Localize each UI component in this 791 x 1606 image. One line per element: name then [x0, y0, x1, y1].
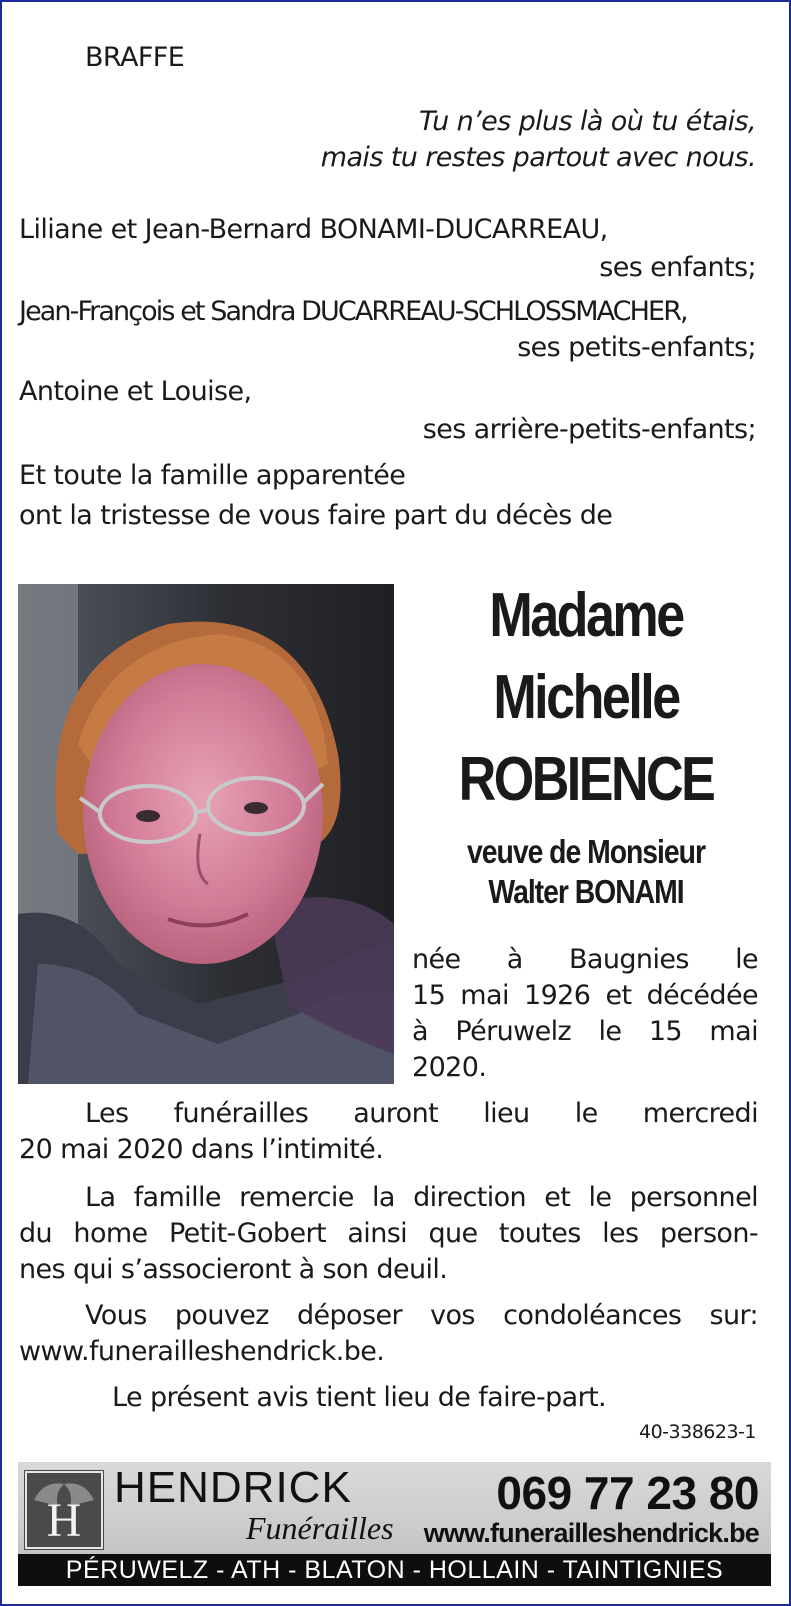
towns-bar: PÉRUWELZ - ATH - BLATON - HOLLAIN - TAINTIGNIES [18, 1554, 771, 1586]
brand-name: HENDRICK [114, 1463, 352, 1512]
birth-line-1: née à Baugnies le [412, 944, 758, 975]
funeral-line-1: Les funérailles auront lieu le mercredi [85, 1098, 758, 1129]
deceased-first-name: Michelle [493, 663, 679, 732]
banner-website[interactable]: www.funerailleshendrick.be [423, 1518, 759, 1548]
grandchildren-names: Jean-François et Sandra DUCARREAU-SCHLOSSMACHER, [19, 296, 687, 327]
hendrick-logo [24, 1470, 104, 1550]
quote-line-2: mais tu restes partout avec nous. [320, 142, 756, 173]
children-role: ses enfants; [599, 252, 756, 283]
birth-line-4: 2020. [412, 1052, 487, 1083]
great-grandchildren-role: ses arrière-petits-enfants; [422, 414, 756, 445]
portrait-illustration [18, 584, 394, 1084]
widow-line-2: Walter BONAMI [488, 873, 684, 910]
widow-line-1: veuve de Monsieur [467, 833, 705, 870]
location-heading: BRAFFE [85, 42, 185, 73]
deceased-title: Madame [489, 581, 683, 650]
logo-letter: H [46, 1494, 82, 1547]
phone-number[interactable]: 069 77 23 80 [496, 1467, 759, 1519]
extended-family: Et toute la famille apparentée [19, 460, 406, 491]
grandchildren-role: ses petits-enfants; [517, 332, 756, 363]
condolences-line-1: Vous pouvez déposer vos condoléances sur: [85, 1300, 758, 1331]
birth-line-3: à Péruwelz le 15 mai [412, 1016, 758, 1047]
funeral-home-banner [18, 1462, 771, 1554]
funeral-line-2: 20 mai 2020 dans l’intimité. [19, 1134, 384, 1165]
thanks-line-1: La famille remercie la direction et le personnel [85, 1182, 758, 1213]
quote-line-1: Tu n’es plus là où tu étais, [418, 106, 756, 137]
great-grandchildren-names: Antoine et Louise, [19, 376, 252, 407]
condolences-website[interactable]: www.funerailleshendrick.be. [19, 1336, 385, 1367]
logo-emblem-icon [24, 1470, 104, 1550]
brand-subtitle: Funérailles [246, 1510, 394, 1546]
portrait-photo [18, 584, 394, 1084]
thanks-line-3: nes qui s’associeront à son deuil. [19, 1254, 448, 1285]
thanks-line-2: du home Petit-Gobert ainsi que toutes les person- [19, 1218, 758, 1249]
reference-number: 40-338623-1 [638, 1421, 756, 1443]
children-names: Liliane et Jean-Bernard BONAMI-DUCARREAU, [19, 214, 608, 245]
announcement-line: ont la tristesse de vous faire part du décès de [19, 500, 613, 531]
deceased-last-name: ROBIENCE [458, 745, 714, 814]
birth-line-2: 15 mai 1926 et décédée [412, 980, 758, 1011]
notice-line: Le présent avis tient lieu de faire-part. [112, 1382, 607, 1413]
